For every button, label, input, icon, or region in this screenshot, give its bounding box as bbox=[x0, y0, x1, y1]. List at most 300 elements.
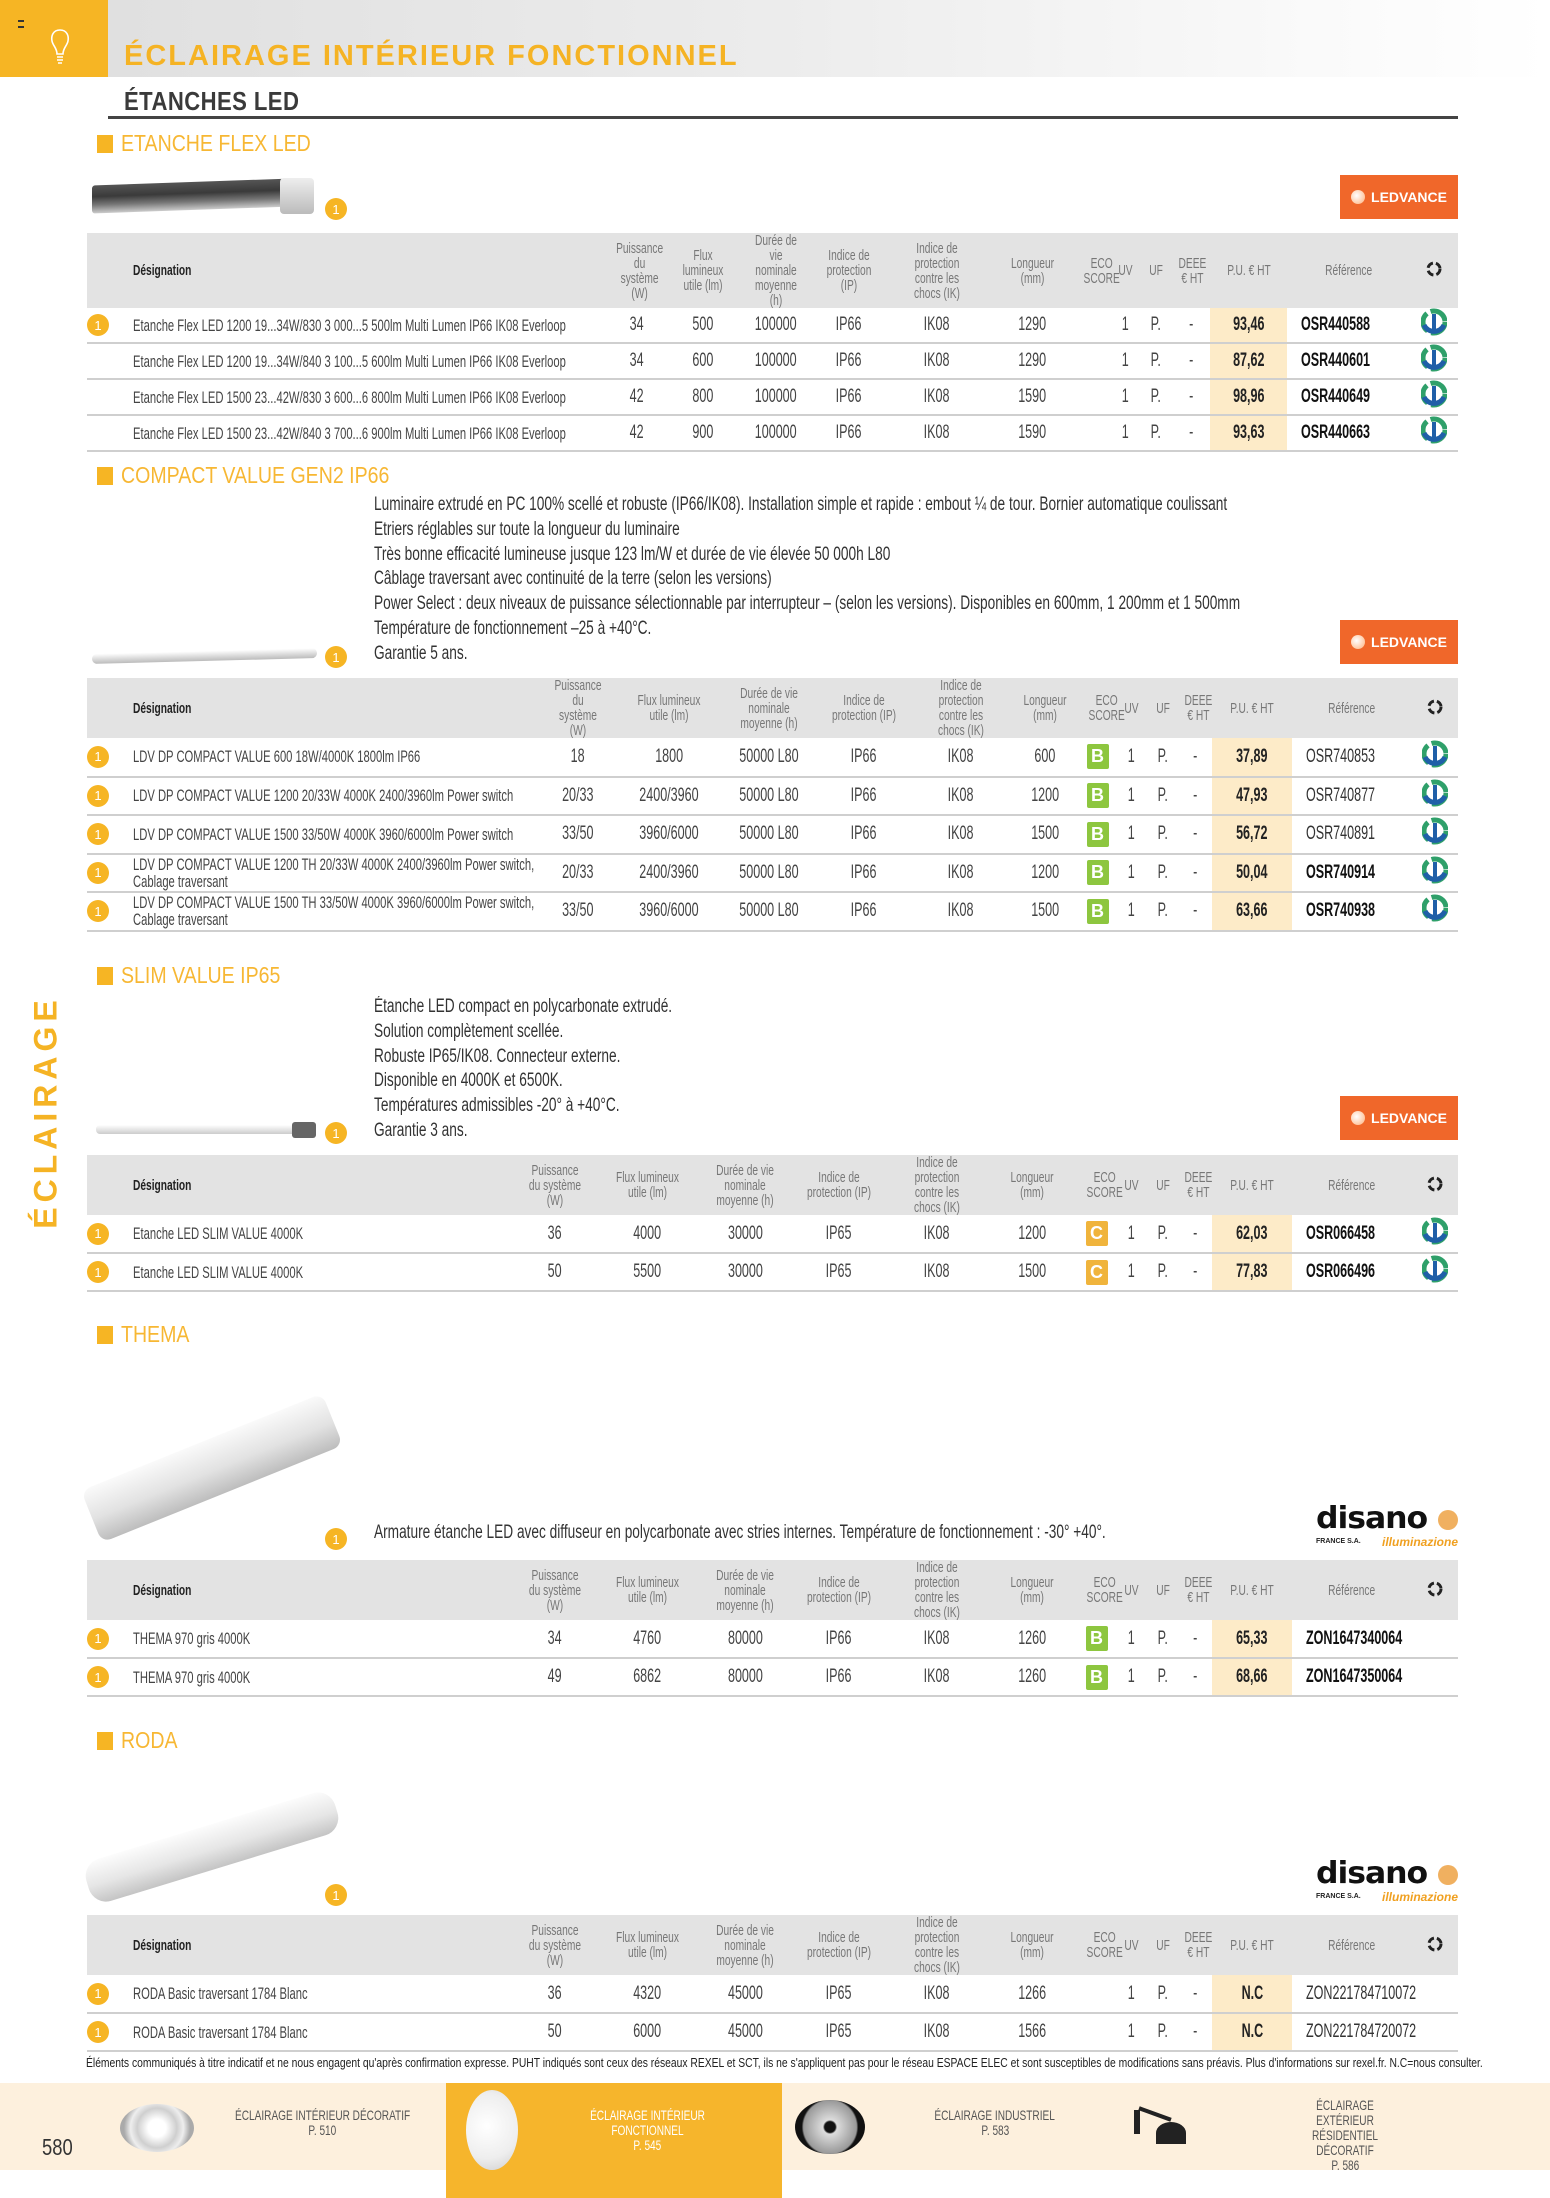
uv-value: 1 bbox=[1121, 422, 1129, 443]
reference-value: ZON1647340064 bbox=[1306, 1627, 1403, 1649]
cell-uf bbox=[1140, 343, 1172, 379]
cell-ik-rating bbox=[912, 854, 1010, 893]
column-header-label: Durée de vie nominale moyenne (h) bbox=[755, 232, 797, 309]
cell-length bbox=[986, 1253, 1078, 1291]
footer-thumb-industriel bbox=[795, 2100, 865, 2154]
table-row[interactable] bbox=[87, 892, 1458, 931]
footer-nav-item[interactable] bbox=[200, 2108, 445, 2138]
description-line: Garantie 5 ans. bbox=[374, 642, 468, 664]
footer-nav-page bbox=[200, 2123, 445, 2138]
product-designation[interactable]: LDV DP COMPACT VALUE 1200 20/33W 4000K 2400/3960lm Power switch bbox=[133, 786, 514, 806]
recycle-header-icon bbox=[1426, 1935, 1444, 1953]
column-header-designation bbox=[87, 1915, 515, 1975]
column-header-label: Durée de vie nominale moyenne (h) bbox=[740, 684, 798, 732]
uf-value: P. bbox=[1150, 422, 1162, 443]
footer-nav-item[interactable] bbox=[880, 2108, 1110, 2138]
lifetime-value: 45000 bbox=[727, 1982, 763, 2004]
product-designation[interactable]: LDV DP COMPACT VALUE 600 18W/4000K 1800lm IP66 bbox=[133, 747, 421, 767]
row-badge: 1 bbox=[87, 862, 109, 884]
column-header-label: P.U. € HT bbox=[1230, 1581, 1274, 1599]
table-row[interactable] bbox=[87, 308, 1458, 343]
cell-uv bbox=[1115, 854, 1147, 893]
cell-reference bbox=[1292, 892, 1412, 931]
eco-score-badge: B bbox=[1086, 1665, 1108, 1690]
cell-deee bbox=[1178, 1620, 1212, 1658]
cell-reference bbox=[1287, 379, 1410, 415]
recycle-icon bbox=[1422, 817, 1448, 845]
table-row[interactable] bbox=[87, 379, 1458, 415]
ik-rating-value: IK08 bbox=[924, 1627, 950, 1649]
cell-power bbox=[540, 738, 616, 777]
column-header-power bbox=[515, 1915, 595, 1975]
cell-recycle bbox=[1410, 343, 1458, 379]
cell-unit-price bbox=[1212, 1215, 1292, 1253]
column-header-label: Puissance du système (W) bbox=[528, 1921, 582, 1969]
product-designation[interactable]: Etanche Flex LED 1200 19...34W/830 3 000...5 500lm Multi Lumen IP66 IK08 Everloop bbox=[133, 315, 566, 335]
cell-ik-rating bbox=[884, 343, 990, 379]
recycle-header-icon bbox=[1426, 1580, 1444, 1598]
uf-value: P. bbox=[1157, 1982, 1168, 2004]
cell-deee bbox=[1178, 1215, 1212, 1253]
uv-value: 1 bbox=[1127, 1982, 1135, 2004]
cell-ip-rating bbox=[790, 1975, 888, 2013]
cell-lifetime bbox=[722, 854, 816, 893]
uf-value: P. bbox=[1157, 900, 1168, 922]
column-header-length bbox=[986, 1560, 1078, 1620]
column-header-label: ECO SCORE bbox=[1083, 254, 1120, 287]
cell-uf bbox=[1147, 2013, 1178, 2051]
column-header-eco-score bbox=[1078, 1155, 1123, 1215]
disano-logo-sub: FRANCE S.A. bbox=[1316, 1538, 1361, 1545]
cell-reference bbox=[1292, 1253, 1412, 1291]
cell-power bbox=[605, 308, 668, 343]
column-header-ik-rating bbox=[884, 233, 990, 308]
column-header-reference bbox=[1292, 1915, 1412, 1975]
column-header-designation bbox=[87, 1155, 515, 1215]
row-badge: 1 bbox=[87, 1223, 109, 1245]
eco-score-badge: B bbox=[1087, 822, 1109, 847]
column-header-power bbox=[540, 678, 616, 738]
unit-price-value: 93,63 bbox=[1232, 422, 1265, 443]
cell-uf bbox=[1147, 815, 1178, 854]
cell-lifetime bbox=[738, 415, 814, 451]
cell-eco-score bbox=[1078, 1215, 1115, 1253]
column-header-label: UF bbox=[1155, 699, 1170, 717]
cell-recycle bbox=[1412, 1253, 1458, 1291]
ledvance-logo bbox=[1340, 175, 1458, 219]
cell-power bbox=[605, 343, 668, 379]
length-value: 1500 bbox=[1031, 900, 1059, 922]
product-designation[interactable]: RODA Basic traversant 1784 Blanc bbox=[133, 2022, 308, 2042]
column-header-ik-rating bbox=[888, 1915, 986, 1975]
cell-lifetime bbox=[700, 2013, 790, 2051]
uv-value: 1 bbox=[1121, 350, 1129, 371]
cell-ip-rating bbox=[816, 815, 912, 854]
product-designation[interactable]: Etanche LED SLIM VALUE 4000K bbox=[133, 1262, 304, 1282]
table-row[interactable] bbox=[87, 1253, 1458, 1291]
uf-value: P. bbox=[1157, 2021, 1168, 2042]
cell-flux bbox=[668, 308, 738, 343]
description-line: Power Select : deux niveaux de puissance sélectionnable par interrupteur – (selon les versions). Disponibles en 600mm, 1 200mm et 1 500mm bbox=[374, 593, 1241, 615]
cell-recycle bbox=[1410, 379, 1458, 415]
cell-reference bbox=[1287, 308, 1410, 343]
cell-lifetime bbox=[700, 1975, 790, 2013]
flux-value: 2400/3960 bbox=[639, 784, 699, 806]
cell-flux bbox=[616, 892, 722, 931]
table-header-row bbox=[87, 1915, 1458, 1975]
power-value: 42 bbox=[629, 386, 644, 407]
uv-value: 1 bbox=[1127, 784, 1135, 806]
column-header-lifetime bbox=[700, 1560, 790, 1620]
uf-value: P. bbox=[1157, 745, 1168, 767]
deee-value: - bbox=[1192, 900, 1198, 922]
column-header-label: P.U. € HT bbox=[1230, 1176, 1274, 1194]
uv-value: 1 bbox=[1121, 386, 1129, 407]
product-designation[interactable]: THEMA 970 gris 4000K bbox=[133, 1667, 251, 1687]
column-header-label: Désignation bbox=[133, 1581, 192, 1599]
length-value: 1590 bbox=[1018, 386, 1047, 407]
table-row[interactable] bbox=[87, 1620, 1458, 1658]
recycle-header-icon bbox=[1425, 260, 1443, 278]
column-header-label: Longueur (mm) bbox=[1010, 1574, 1054, 1606]
side-category-label: ÉCLAIRAGE bbox=[27, 995, 64, 1229]
cell-unit-price bbox=[1212, 854, 1292, 893]
column-header-unit-price bbox=[1212, 678, 1292, 738]
table-row[interactable] bbox=[87, 1215, 1458, 1253]
column-header-flux bbox=[595, 1155, 700, 1215]
cell-ip-rating bbox=[814, 343, 884, 379]
table-row[interactable] bbox=[87, 343, 1458, 379]
product-designation[interactable]: LDV DP COMPACT VALUE 1200 TH 20/33W 4000K 2400/3960lm Power switch, Cablage traversant bbox=[133, 854, 535, 891]
deee-value: - bbox=[1192, 861, 1198, 883]
cell-uv bbox=[1110, 415, 1140, 451]
reference-value: ZON221784710072 bbox=[1306, 1982, 1417, 2004]
column-header-label: DEEE € HT bbox=[1184, 692, 1213, 724]
product-designation[interactable]: Etanche Flex LED 1500 23...42W/840 3 700...6 900lm Multi Lumen IP66 IK08 Everloop bbox=[133, 423, 566, 443]
cell-reference bbox=[1292, 1975, 1417, 2013]
column-header-label: P.U. € HT bbox=[1230, 1936, 1274, 1954]
uf-value: P. bbox=[1157, 1261, 1168, 1282]
product-designation[interactable]: THEMA 970 gris 4000K bbox=[133, 1629, 251, 1648]
product-image-badge: 1 bbox=[325, 198, 347, 220]
cell-deee bbox=[1178, 892, 1212, 931]
length-value: 1260 bbox=[1018, 1666, 1046, 1687]
cell-length bbox=[986, 2013, 1078, 2051]
section-marker bbox=[97, 135, 113, 153]
cell-uf bbox=[1147, 1658, 1178, 1696]
ik-rating-value: IK08 bbox=[924, 314, 950, 335]
product-designation[interactable]: Etanche Flex LED 1500 23...42W/830 3 600...6 800lm Multi Lumen IP66 IK08 Everloop bbox=[133, 387, 566, 407]
column-header-unit-price bbox=[1210, 233, 1287, 308]
footer-nav-item[interactable] bbox=[1230, 2098, 1460, 2173]
row-badge: 1 bbox=[87, 314, 109, 336]
table-row[interactable] bbox=[87, 777, 1458, 816]
column-header-uf bbox=[1147, 1155, 1178, 1215]
power-value: 33/50 bbox=[562, 900, 594, 922]
uf-value: P. bbox=[1157, 784, 1168, 806]
column-header-label: UV bbox=[1123, 1581, 1139, 1599]
section-title bbox=[97, 1321, 202, 1348]
cell-recycle bbox=[1410, 308, 1458, 343]
ik-rating-value: IK08 bbox=[924, 422, 950, 443]
disano-logo-text: disano bbox=[1316, 1501, 1428, 1536]
product-image-etanche-flex bbox=[92, 178, 322, 214]
column-header-label: UF bbox=[1155, 1581, 1170, 1599]
uv-value: 1 bbox=[1127, 1666, 1135, 1687]
power-value: 20/33 bbox=[562, 861, 594, 883]
cell-power bbox=[540, 854, 616, 893]
product-table bbox=[87, 1915, 1458, 2052]
row-badge: 1 bbox=[87, 1666, 109, 1688]
lifetime-value: 30000 bbox=[727, 1222, 763, 1244]
cell-uv bbox=[1110, 308, 1140, 343]
column-header-label: Longueur (mm) bbox=[1010, 1169, 1054, 1201]
cell-uf bbox=[1147, 1215, 1178, 1253]
cell-uv bbox=[1115, 815, 1147, 854]
cell-deee bbox=[1172, 308, 1210, 343]
cell-lifetime bbox=[722, 777, 816, 816]
recycle-icon bbox=[1422, 856, 1448, 884]
ik-rating-value: IK08 bbox=[924, 2021, 950, 2042]
description-line: Garantie 3 ans. bbox=[374, 1119, 468, 1141]
table-row[interactable] bbox=[87, 738, 1458, 777]
column-header-lifetime bbox=[700, 1915, 790, 1975]
column-header-power bbox=[515, 1560, 595, 1620]
column-header-deee bbox=[1178, 1915, 1212, 1975]
flux-value: 3960/6000 bbox=[639, 900, 699, 922]
cell-flux bbox=[595, 1975, 700, 2013]
cell-ik-rating bbox=[888, 1253, 986, 1291]
cell-uf bbox=[1140, 379, 1172, 415]
column-header-label: DEEE € HT bbox=[1184, 1929, 1213, 1961]
column-header-lifetime bbox=[738, 233, 814, 308]
uv-value: 1 bbox=[1127, 900, 1135, 922]
description-line: Température de fonctionnement –25 à +40°C. bbox=[374, 617, 652, 639]
cell-ip-rating bbox=[790, 1658, 888, 1696]
cell-unit-price bbox=[1212, 1253, 1292, 1291]
cell-length bbox=[986, 1215, 1078, 1253]
footer-nav-page-text: P. 586 bbox=[1331, 2157, 1359, 2173]
column-header-uf bbox=[1147, 1560, 1178, 1620]
footer-nav-label-text: ÉCLAIRAGE INTÉRIEUR FONCTIONNEL bbox=[590, 2107, 705, 2138]
crop-marks bbox=[18, 20, 24, 28]
cell-flux bbox=[616, 854, 722, 893]
disano-logo-icon bbox=[1438, 1510, 1458, 1530]
cell-flux bbox=[595, 1215, 700, 1253]
cell-uv bbox=[1115, 1975, 1147, 2013]
table-row[interactable] bbox=[87, 815, 1458, 854]
cell-eco-score bbox=[1080, 854, 1115, 893]
uv-value: 1 bbox=[1121, 314, 1129, 335]
cell-length bbox=[986, 1620, 1078, 1658]
column-header-label: Désignation bbox=[133, 699, 192, 717]
cell-reference bbox=[1292, 1620, 1412, 1658]
column-header-label: Durée de vie nominale moyenne (h) bbox=[716, 1161, 774, 1209]
column-header-label: Puissance du système (W) bbox=[554, 677, 602, 739]
column-header-reference bbox=[1292, 1560, 1412, 1620]
column-header-ip-rating bbox=[790, 1560, 888, 1620]
section-title-text: ETANCHE FLEX LED bbox=[121, 130, 311, 156]
column-header-label: Longueur (mm) bbox=[1023, 692, 1067, 724]
ip-rating-value: IP65 bbox=[826, 1222, 852, 1244]
ik-rating-value: IK08 bbox=[948, 900, 974, 922]
cell-uf bbox=[1147, 1620, 1178, 1658]
cell-lifetime bbox=[738, 343, 814, 379]
flux-value: 2400/3960 bbox=[639, 861, 699, 883]
column-header-label: ECO SCORE bbox=[1088, 692, 1125, 724]
ik-rating-value: IK08 bbox=[948, 784, 974, 806]
ip-rating-value: IP66 bbox=[851, 900, 877, 922]
unit-price-value: 56,72 bbox=[1236, 823, 1268, 845]
table-row[interactable] bbox=[87, 415, 1458, 451]
table-row[interactable] bbox=[87, 2013, 1458, 2051]
section-title-text: RODA bbox=[121, 1727, 178, 1753]
cell-lifetime bbox=[722, 815, 816, 854]
flux-value: 4000 bbox=[633, 1222, 662, 1244]
lightbulb-icon bbox=[50, 28, 70, 68]
cell-recycle bbox=[1412, 815, 1458, 854]
cell-eco-score bbox=[1075, 415, 1110, 451]
cell-reference bbox=[1292, 1215, 1412, 1253]
product-designation[interactable]: RODA Basic traversant 1784 Blanc bbox=[133, 1984, 308, 2003]
cell-flux bbox=[595, 1620, 700, 1658]
column-header-uf bbox=[1140, 233, 1172, 308]
cell-lifetime bbox=[700, 1620, 790, 1658]
cell-eco-score bbox=[1078, 1620, 1115, 1658]
table-row[interactable] bbox=[87, 1975, 1458, 2013]
section-description bbox=[374, 493, 1550, 667]
product-designation[interactable]: Etanche LED SLIM VALUE 4000K bbox=[133, 1224, 304, 1243]
length-value: 1200 bbox=[1031, 784, 1059, 806]
product-designation[interactable]: LDV DP COMPACT VALUE 1500 33/50W 4000K 3960/6000lm Power switch bbox=[133, 824, 514, 844]
cell-unit-price bbox=[1212, 738, 1292, 777]
product-designation[interactable]: LDV DP COMPACT VALUE 1500 TH 33/50W 4000K 3960/6000lm Power switch, Cablage traversant bbox=[133, 893, 535, 930]
column-header-eco-score bbox=[1080, 678, 1125, 738]
cell-reference bbox=[1292, 777, 1412, 816]
cell-eco-score bbox=[1080, 777, 1115, 816]
product-image-badge: 1 bbox=[325, 646, 347, 668]
reference-value: OSR440588 bbox=[1301, 314, 1371, 335]
unit-price-value: 62,03 bbox=[1236, 1222, 1268, 1244]
ik-rating-value: IK08 bbox=[924, 1666, 950, 1687]
eco-score-badge: C bbox=[1086, 1221, 1108, 1246]
flux-value: 3960/6000 bbox=[639, 823, 699, 845]
column-header-reference bbox=[1287, 233, 1410, 308]
table-row[interactable] bbox=[87, 854, 1458, 893]
flux-value: 6862 bbox=[633, 1666, 662, 1687]
ip-rating-value: IP66 bbox=[826, 1627, 852, 1649]
ip-rating-value: IP65 bbox=[826, 1982, 852, 2004]
cell-uv bbox=[1115, 1253, 1147, 1291]
cell-flux bbox=[668, 379, 738, 415]
ik-rating-value: IK08 bbox=[948, 745, 974, 767]
cell-deee bbox=[1172, 343, 1210, 379]
description-line: Câblage traversant avec continuité de la terre (selon les versions) bbox=[374, 568, 772, 590]
column-header-recycle bbox=[1410, 233, 1458, 308]
cell-ik-rating bbox=[884, 415, 990, 451]
column-header-label: P.U. € HT bbox=[1226, 262, 1271, 279]
cell-flux bbox=[595, 1658, 700, 1696]
cell-designation bbox=[87, 1253, 515, 1291]
cell-ip-rating bbox=[814, 415, 884, 451]
cell-designation bbox=[87, 415, 605, 451]
cell-ip-rating bbox=[816, 892, 912, 931]
lifetime-value: 80000 bbox=[727, 1666, 763, 1687]
column-header-label: Flux lumineux utile (lm) bbox=[616, 1169, 679, 1201]
column-header-label: Durée de vie nominale moyenne (h) bbox=[716, 1921, 774, 1969]
product-designation[interactable]: Etanche Flex LED 1200 19...34W/840 3 100...5 600lm Multi Lumen IP66 IK08 Everloop bbox=[133, 351, 566, 371]
lifetime-value: 50000 L80 bbox=[739, 823, 799, 845]
section-title-text: THEMA bbox=[121, 1321, 190, 1347]
table-row[interactable] bbox=[87, 1658, 1458, 1696]
product-table bbox=[87, 233, 1458, 452]
cell-deee bbox=[1172, 415, 1210, 451]
section-description bbox=[374, 1521, 1390, 1546]
ledvance-logo-icon bbox=[1351, 190, 1365, 204]
column-header-label: Indice de protection contre les chocs (IK) bbox=[914, 1914, 960, 1976]
deee-value: - bbox=[1192, 1261, 1198, 1282]
ip-rating-value: IP66 bbox=[851, 745, 877, 767]
lifetime-value: 100000 bbox=[755, 314, 797, 335]
cell-recycle bbox=[1412, 777, 1458, 816]
deee-value: - bbox=[1188, 386, 1194, 407]
reference-value: OSR440663 bbox=[1301, 422, 1371, 443]
column-header-ik-rating bbox=[888, 1155, 986, 1215]
cell-eco-score bbox=[1078, 2013, 1115, 2051]
footer-nav-page bbox=[520, 2138, 775, 2153]
footer-thumb-decoratif bbox=[120, 2104, 194, 2152]
product-image-badge: 1 bbox=[325, 1122, 347, 1144]
unit-price-value: 87,62 bbox=[1232, 350, 1265, 371]
section-title bbox=[97, 962, 309, 989]
description-line: Disponible en 4000K et 6500K. bbox=[374, 1070, 563, 1092]
cell-eco-score bbox=[1078, 1658, 1115, 1696]
table-header-row bbox=[87, 1560, 1458, 1620]
description-line: Très bonne efficacité lumineuse jusque 123 lm/W et durée de vie élevée 50 000h L80 bbox=[374, 543, 891, 565]
column-header-label: UV bbox=[1123, 1176, 1139, 1194]
unit-price-value: N.C bbox=[1241, 2021, 1263, 2042]
cell-uv bbox=[1115, 2013, 1147, 2051]
cell-deee bbox=[1178, 1253, 1212, 1291]
category-tab bbox=[0, 0, 108, 77]
length-value: 1266 bbox=[1018, 1982, 1046, 2004]
cell-uv bbox=[1115, 738, 1147, 777]
ip-rating-value: IP66 bbox=[836, 422, 862, 443]
product-table bbox=[87, 1155, 1458, 1292]
column-header-flux bbox=[595, 1915, 700, 1975]
column-header-label: ECO SCORE bbox=[1086, 1929, 1123, 1961]
column-header-label: UF bbox=[1155, 1936, 1170, 1954]
column-header-label: Flux lumineux utile (lm) bbox=[637, 692, 701, 724]
column-header-label: Flux lumineux utile (lm) bbox=[616, 1929, 679, 1961]
unit-price-value: 47,93 bbox=[1236, 784, 1268, 806]
column-header-label: Indice de protection contre les chocs (IK) bbox=[914, 1559, 960, 1621]
cell-ip-rating bbox=[814, 379, 884, 415]
cell-designation bbox=[87, 777, 540, 816]
column-header-length bbox=[986, 1155, 1078, 1215]
column-header-unit-price bbox=[1212, 1560, 1292, 1620]
footer-nav-item[interactable] bbox=[520, 2108, 775, 2153]
flux-value: 4760 bbox=[633, 1627, 662, 1649]
cell-flux bbox=[668, 415, 738, 451]
recycle-icon bbox=[1422, 740, 1448, 768]
reference-value: OSR740914 bbox=[1306, 861, 1376, 883]
cell-lifetime bbox=[700, 1658, 790, 1696]
flux-value: 5500 bbox=[633, 1261, 662, 1282]
description-line: Températures admissibles -20° à +40°C. bbox=[374, 1095, 620, 1117]
eco-score-badge: B bbox=[1087, 860, 1109, 885]
cell-unit-price bbox=[1212, 777, 1292, 816]
